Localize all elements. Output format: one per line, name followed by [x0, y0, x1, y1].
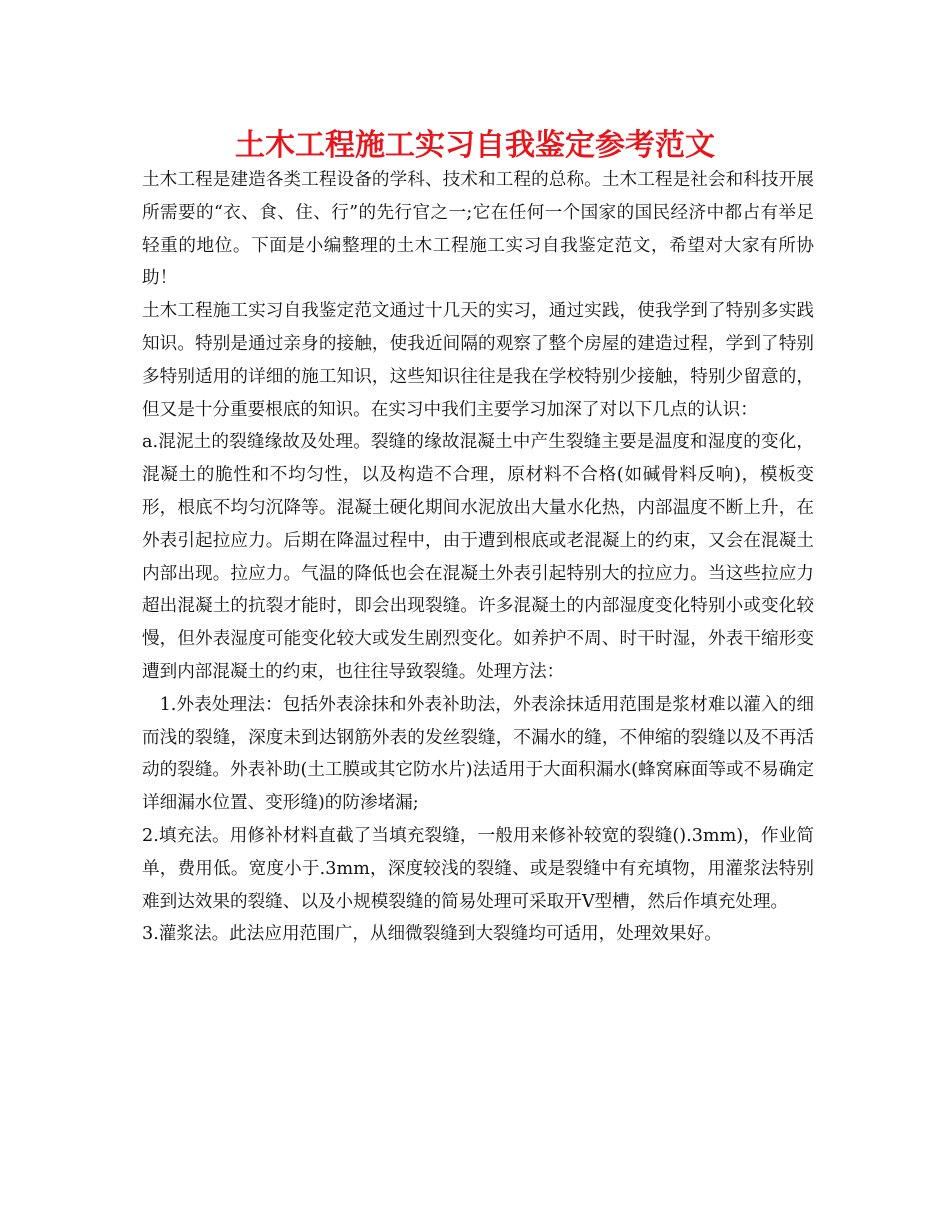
document-title: 土木工程施工实习自我鉴定参考范文 — [235, 128, 715, 163]
paragraph-intro: 土木工程是建造各类工程设备的学科、技术和工程的总称。土木工程是社会和科技开展所需要的“衣、食、住、行”的先行官之一;它在任何一个国家的国民经济中都占有举足轻重的地位。下面是小编整理的土木工程施工实习自我鉴定范文，希望对大家有所协助！ — [142, 170, 814, 289]
paragraph-summary: 土木工程施工实习自我鉴定范文通过十几天的实习，通过实践，使我学到了特别多实践知识。特别是通过亲身的接触，使我近间隔的观察了整个房屋的建造过程，学到了特别多特别适用的详细的施工知识，这些知识往往是我在学校特别少接触，特别少留意的，但又是十分重要根底的知识。在实习中我们主要学习加深了对以下几点的认识： — [142, 301, 814, 420]
paragraph-crack-causes: a.混泥土的裂缝缘故及处理。裂缝的缘故混凝土中产生裂缝主要是温度和湿度的变化，混凝土的脆性和不均匀性，以及构造不合理，原材料不合格(如碱骨料反响)，模板变形，根底不均匀沉降等。混凝土硬化期间水泥放出大量水化热，内部温度不断上升，在外表引起拉应力。后期在降温过程中，由于遭到根底或老混凝上的约束，又会在混凝土内部出现。拉应力。气温的降低也会在混凝土外表引起特别大的拉应力。当这些拉应力超出混凝土的抗裂才能时，即会出现裂缝。许多混凝土的内部湿度变化特别小或变化较慢，但外表湿度可能变化较大或发生剧烈变化。如养护不周、时干时湿，外表干缩形变遭到内部混凝土的约束，也往往导致裂缝。处理方法： — [142, 432, 814, 682]
document-body — [142, 164, 814, 951]
paragraph-method-fill: 2.填充法。用修补材料直截了当填充裂缝，一般用来修补较宽的裂缝().3mm)，作业简单，费用低。宽度小于.3mm，深度较浅的裂缝、或是裂缝中有充填物，用灌浆法特别难到达效果的裂缝、以及小规模裂缝的简易处理可采取开V型槽，然后作填充处理。 — [142, 825, 814, 912]
paragraph-method-grout: 3.灌浆法。此法应用范围广，从细微裂缝到大裂缝均可适用，处理效果好。 — [142, 924, 722, 945]
paragraph-method-surface: 1.外表处理法：包括外表涂抹和外表补助法，外表涂抹适用范围是浆材难以灌入的细而浅的裂缝，深度未到达钢筋外表的发丝裂缝，不漏水的缝，不伸缩的裂缝以及不再活动的裂缝。外表补助(土工膜或其它防水片)法适用于大面积漏水(蜂窝麻面等或不易确定详细漏水位置、变形缝)的防渗堵漏; — [142, 694, 814, 814]
